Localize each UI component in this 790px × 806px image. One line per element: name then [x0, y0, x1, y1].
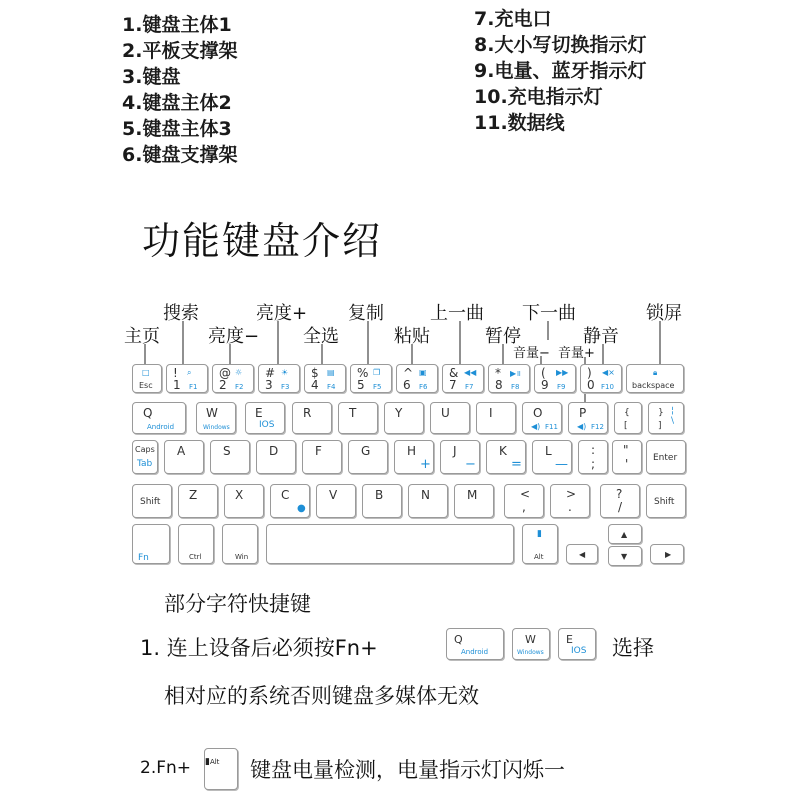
callout-volume-down: 音量− [513, 346, 550, 361]
key-label: Caps [135, 445, 155, 454]
key-x[interactable] [224, 484, 264, 518]
key-label: E [566, 633, 573, 646]
key-ctrl[interactable] [178, 524, 214, 564]
key-bracket-left[interactable] [614, 402, 642, 434]
section-title: 部分字符快捷键 [164, 592, 311, 616]
next-track-icon: ▶▶ [556, 368, 569, 377]
key-shift-label: % [357, 366, 369, 380]
part-item: 2.平板支撑架 [122, 40, 238, 62]
key-label: < [520, 487, 531, 501]
key-label: 0 [587, 378, 595, 392]
callout-volume-up: 音量+ [558, 346, 595, 361]
part-item: 4.键盘主体2 [122, 92, 232, 114]
key-6[interactable] [396, 364, 438, 393]
key-arrow-down[interactable] [608, 546, 642, 566]
key-label: L [545, 444, 552, 458]
part-item: 3.键盘 [122, 66, 181, 88]
key-label: B [375, 488, 384, 502]
key-shift-left[interactable] [132, 484, 172, 518]
callout-brightness-down: 亮度− [208, 326, 260, 347]
key-label: N [421, 488, 430, 502]
key-label: O [533, 406, 543, 420]
key-label: Q [454, 633, 463, 646]
bluetooth-icon: ● [297, 503, 306, 514]
key-sub-label: + [420, 457, 431, 472]
key-label: Esc [139, 381, 153, 390]
callout-copy: 复制 [348, 303, 384, 324]
key-os-label: IOS [259, 420, 275, 430]
key-label: backspace [632, 381, 675, 390]
key-label: 7 [449, 378, 457, 392]
play-pause-icon: ▶॥ [510, 369, 521, 378]
key-h[interactable] [394, 440, 434, 474]
key-l[interactable] [532, 440, 572, 474]
arrow-up-icon: ▲ [621, 530, 628, 539]
key-b[interactable] [362, 484, 402, 518]
lock-icon: 🔒︎ [653, 368, 658, 377]
key-label: { [ [624, 408, 630, 431]
key-label: 1 [173, 378, 181, 392]
key-slash[interactable] [600, 484, 640, 518]
key-q[interactable] [132, 402, 186, 434]
part-item: 8.大小写切换指示灯 [474, 34, 647, 56]
key-label: Shift [654, 497, 675, 507]
key-label: X [235, 488, 244, 502]
key-w[interactable] [196, 402, 236, 434]
key-shift-label: & [449, 366, 459, 380]
key-label: Win [235, 553, 249, 561]
key-period[interactable] [550, 484, 590, 518]
key-caps-tab[interactable] [132, 440, 158, 474]
key-sub-label: ; [591, 457, 596, 471]
key-label: F [315, 444, 322, 458]
key-c[interactable] [270, 484, 310, 518]
key-fn-label: F2 [235, 383, 244, 391]
key-shift-label: @ [219, 366, 231, 380]
key-shift-label: # [265, 366, 276, 380]
key-sub-label: ' [625, 457, 629, 471]
key-sub-label: . [568, 500, 572, 514]
key-sub-label: = [511, 457, 522, 472]
key-win[interactable] [222, 524, 258, 564]
key-7[interactable] [442, 364, 484, 393]
key-fn-label: F1 [189, 383, 198, 391]
key-sub-label: − [465, 457, 476, 472]
key-f[interactable] [302, 440, 342, 474]
key-label: J [453, 444, 457, 458]
part-item: 6.键盘支撑架 [122, 144, 238, 166]
callout-prev-track: 上一曲 [430, 303, 484, 324]
search-icon: ⌕ [187, 368, 192, 377]
key-label: Y [395, 406, 403, 420]
key-label: 5 [357, 378, 365, 392]
key-3[interactable] [258, 364, 300, 393]
key-arrow-right[interactable] [650, 544, 684, 564]
note-2-prefix: 2.Fn+ [140, 758, 192, 778]
key-label: Alt [534, 553, 544, 561]
note-1-line2: 相对应的系统否则键盘多媒体无效 [164, 684, 479, 708]
callout-next-track: 下一曲 [522, 303, 576, 324]
key-label: ? [616, 487, 623, 501]
battery-icon: ▮ [205, 757, 210, 767]
key-d[interactable] [256, 440, 296, 474]
callout-select-all: 全选 [303, 326, 339, 347]
key-v[interactable] [316, 484, 356, 518]
key-fn-label: F8 [511, 383, 520, 391]
key-fn-label: F10 [601, 383, 614, 391]
key-label: T [349, 406, 357, 420]
key-label: D [269, 444, 279, 458]
key-shift-label: * [495, 366, 501, 380]
key-9[interactable] [534, 364, 576, 393]
key-fn[interactable] [132, 524, 170, 564]
key-label: V [329, 488, 338, 502]
key-label: 2 [219, 378, 227, 392]
key-4[interactable] [304, 364, 346, 393]
key-label: U [441, 406, 450, 420]
key-label: M [467, 488, 478, 502]
key-esc[interactable] [132, 364, 162, 393]
home-icon: □ [142, 368, 150, 377]
key-fn-label: F9 [557, 383, 566, 391]
callout-lock-screen: 锁屏 [646, 303, 682, 324]
key-sub-label: , [522, 500, 526, 514]
key-shift-label: $ [311, 366, 319, 380]
key-o[interactable] [522, 402, 562, 434]
key-shift-label: ! [173, 366, 178, 380]
key-8[interactable] [488, 364, 530, 393]
key-i[interactable] [476, 402, 516, 434]
key-1[interactable] [166, 364, 208, 393]
part-item: 7.充电口 [474, 8, 552, 30]
key-label: Fn [138, 553, 149, 563]
key-os-label: Windows [517, 649, 544, 656]
key-z[interactable] [178, 484, 218, 518]
key-semicolon[interactable] [578, 440, 608, 474]
key-label: Shift [140, 497, 161, 507]
key-fn-label: F3 [281, 383, 290, 391]
key-label: 8 [495, 378, 503, 392]
key-label: H [407, 444, 417, 458]
key-label: Enter [653, 453, 678, 463]
paste-icon: ▣ [419, 368, 427, 377]
key-label: W [206, 406, 218, 420]
key-os-label: Android [147, 423, 175, 431]
key-fn-label: F11 [545, 423, 558, 431]
callout-mute: 静音 [583, 326, 619, 347]
key-label: A [177, 444, 186, 458]
key-label: Q [143, 406, 153, 420]
key-label: Z [189, 488, 198, 502]
key-label: Ctrl [189, 553, 202, 561]
volume-up-icon: ◀) [577, 422, 587, 431]
key-fn-label: F7 [465, 383, 474, 391]
key-label: : [591, 443, 596, 457]
arrow-right-icon: ▶ [665, 550, 672, 559]
key-label: R [303, 406, 312, 420]
battery-icon: ▮ [537, 529, 542, 539]
volume-down-icon: ◀) [531, 422, 541, 431]
part-item: 5.键盘主体3 [122, 118, 232, 140]
brightness-up-icon: ☀ [281, 368, 289, 377]
callout-paste: 粘贴 [394, 326, 430, 347]
key-j[interactable] [440, 440, 480, 474]
key-m[interactable] [454, 484, 494, 518]
brightness-down-icon: ☼ [235, 368, 243, 377]
pipe-icon: ¦ \ [671, 406, 675, 426]
key-space[interactable] [266, 524, 514, 564]
previous-track-icon: ◀◀ [464, 368, 477, 377]
key-os-label: Android [461, 648, 489, 656]
key-a[interactable] [164, 440, 204, 474]
key-bracket-right[interactable] [648, 402, 684, 434]
note-2-text: 键盘电量检测，电量指示灯闪烁一 [250, 758, 565, 782]
key-fn-label: F12 [591, 423, 604, 431]
key-arrow-left[interactable] [566, 544, 598, 564]
key-quote[interactable] [612, 440, 642, 474]
key-2[interactable] [212, 364, 254, 393]
key-label: 6 [403, 378, 411, 392]
note-1-prefix: 1. 连上设备后必须按Fn+ [140, 636, 378, 660]
page-title: 功能键盘介绍 [142, 219, 383, 263]
part-item: 10.充电指示灯 [474, 86, 603, 108]
arrow-down-icon: ▼ [621, 552, 628, 561]
key-label: 9 [541, 378, 549, 392]
key-k[interactable] [486, 440, 526, 474]
part-item: 9.电量、蓝牙指示灯 [474, 60, 647, 82]
part-item: 11.数据线 [474, 112, 565, 134]
key-label: 4 [311, 378, 319, 392]
key-0[interactable] [580, 364, 622, 393]
key-label: Alt [209, 758, 220, 766]
part-item: 1.键盘主体1 [122, 14, 232, 36]
callout-search: 搜索 [163, 303, 199, 324]
key-shift-label: ( [541, 366, 546, 380]
key-os-label: IOS [571, 646, 587, 656]
key-u[interactable] [430, 402, 470, 434]
key-shift-label: ^ [403, 366, 414, 380]
key-label: I [489, 406, 493, 420]
key-label: K [499, 444, 507, 458]
mute-icon: ◀× [602, 368, 615, 377]
key-fn-label: F5 [373, 383, 382, 391]
key-label: G [361, 444, 371, 458]
key-p[interactable] [568, 402, 608, 434]
key-label: " [623, 443, 629, 457]
key-s[interactable] [210, 440, 250, 474]
copy-icon: ❐ [373, 368, 381, 377]
key-label-tab: Tab [137, 459, 153, 469]
key-y[interactable] [384, 402, 424, 434]
key-label: E [255, 406, 263, 420]
arrow-left-icon: ◀ [579, 550, 586, 559]
key-shift-label: ) [587, 366, 592, 380]
mini-key-q [446, 628, 504, 660]
key-n[interactable] [408, 484, 448, 518]
key-alt[interactable] [522, 524, 558, 564]
key-r[interactable] [292, 402, 332, 434]
key-fn-label: F6 [419, 383, 428, 391]
key-comma[interactable] [504, 484, 544, 518]
key-label: P [579, 406, 587, 420]
key-5[interactable] [350, 364, 392, 393]
mini-key-w [512, 628, 550, 660]
mini-key-e [558, 628, 596, 660]
key-label: } ] [658, 408, 664, 431]
select-all-icon: ▤ [327, 368, 335, 377]
mini-key-alt [204, 748, 238, 790]
key-label: C [281, 488, 290, 502]
callout-brightness-up: 亮度+ [256, 303, 308, 324]
note-1-suffix: 选择 [612, 636, 654, 660]
key-enter[interactable] [646, 440, 686, 474]
key-label: S [223, 444, 231, 458]
callout-pause: 暂停 [485, 326, 521, 347]
key-t[interactable] [338, 402, 378, 434]
callout-home: 主页 [124, 326, 160, 347]
key-arrow-up[interactable] [608, 524, 642, 544]
key-label: 3 [265, 378, 273, 392]
key-e[interactable] [245, 402, 285, 434]
key-shift-right[interactable] [646, 484, 686, 518]
key-backspace[interactable] [626, 364, 684, 393]
key-sub-label: / [618, 500, 623, 514]
key-os-label: Windows [203, 424, 230, 431]
key-label: > [566, 487, 577, 501]
key-fn-label: F4 [327, 383, 336, 391]
key-label: W [525, 633, 536, 646]
key-sub-label: — [555, 457, 568, 472]
key-g[interactable] [348, 440, 388, 474]
